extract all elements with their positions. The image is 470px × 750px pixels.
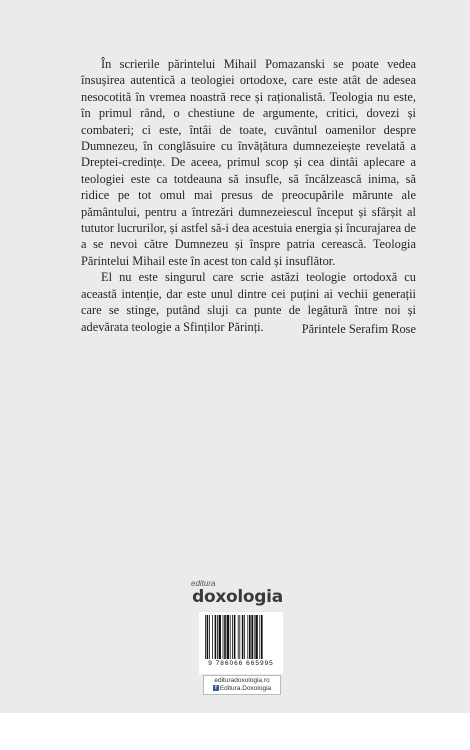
barcode-number: 9 786066 665995 — [208, 660, 274, 667]
facebook-icon: f — [213, 685, 219, 691]
blurb-paragraph-2: El nu este singurul care scrie astăzi teologie ortodoxă cu această intenție, dar este unul dintre cei puțini ai vechii generații care se stinge, putând sluji ca punte de legătură între noi și adevărata teologie a Sfinților Părinți. — [81, 270, 416, 334]
barcode — [199, 612, 283, 674]
publisher-contact — [203, 675, 281, 695]
publisher-logo-small: editura — [191, 579, 216, 588]
website-link[interactable]: edituradoxologia.ro — [214, 677, 270, 684]
publisher-logo — [185, 580, 290, 606]
author-signature: Părintele Serafim Rose — [301, 322, 416, 336]
facebook-link[interactable] — [204, 685, 280, 693]
publisher-logo-main: doxologia — [192, 587, 283, 607]
blurb-text — [81, 56, 416, 335]
facebook-label: Editura.Doxologia — [219, 685, 272, 692]
blurb-paragraph-1: În scrierile părintelui Mihail Pomazanski se poate vedea însușirea autentică a teologiei ortodoxe, care este atât de adesea nesocotită în vremea noastră rece și raționalistă. Teologia nu este, în primul rând, o chestiune de argumente, critici, dovezi și combateri; ci este, întâi de toate, cuvântul oamenilor despre Dumnezeu, în conglăsuire cu învățătura dumnezeiește revelată a Dreptei-credințe. De aceea, primul scop și cea dintâi aplecare a teologiei este ca totdeauna să insufle, să încălzească inima, să ridice pe tot omul mai presus de preocupările mărunte ale pământului, pentru a întrezări dumnezeiescul început și sfârșit al tututor lucrurilor, și astfel să-i dea acestuia energia și încurajarea de a se nevoi către Dumnezeu și înspre patria cerească. Teologia Părintelui Mihail este în acest ton cald și insuflător. — [81, 57, 416, 268]
barcode-bars — [205, 615, 277, 659]
